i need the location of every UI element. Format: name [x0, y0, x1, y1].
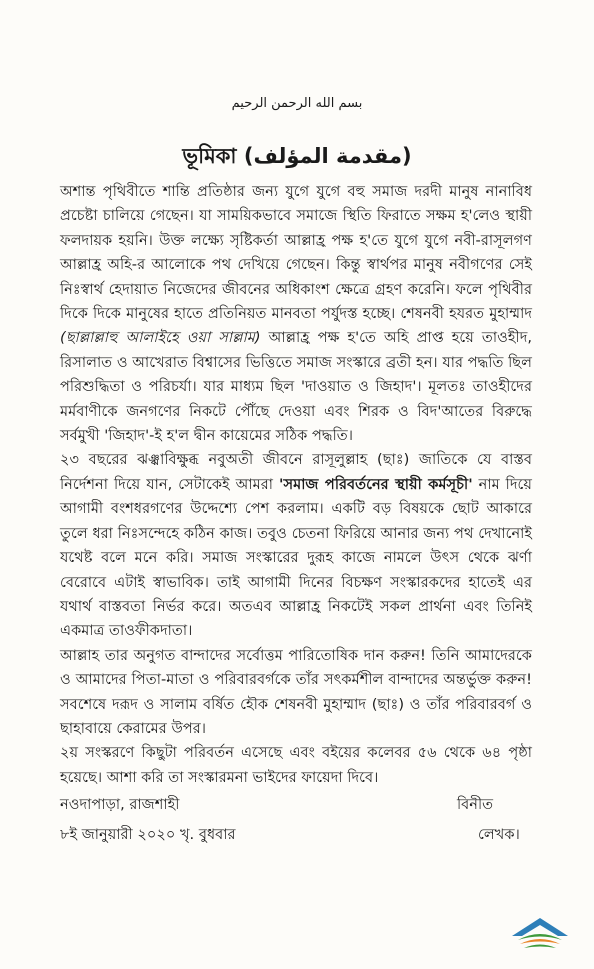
- paragraph-2-text: 'সমাজ পরিবর্তনের স্থায়ী কর্মসূচী': [278, 475, 473, 493]
- preface-body: [60, 180, 532, 790]
- paragraph-2: [60, 448, 532, 643]
- page-title: [0, 140, 594, 175]
- title-bangla: ভূমিকা: [182, 144, 237, 168]
- paragraph-1-text: (ছাল্লাল্লাহু আলাইহে ওয়া সাল্লাম): [60, 329, 261, 347]
- paragraph-4-text: ২য় সংস্করণে কিছুটা পরিবর্তন এসেছে এবং বইয়ের কলেবর ৫৬ থেকে ৬৪ পৃষ্ঠা হয়েছে। আশা করি তা সংস্কারমনা ভাইদের ফায়েদা দিবে।: [60, 744, 532, 786]
- signature-row-1: [60, 794, 532, 818]
- signature-row-2: [60, 824, 532, 848]
- bismillah-heading: بسم الله الرحمن الرحيم: [231, 96, 363, 111]
- title-arabic: (مقدمة المؤلف): [243, 144, 412, 168]
- signature-place: নওদাপাড়া, রাজশাহী: [60, 796, 180, 813]
- paragraph-1-text: আল্লাহ্র পক্ষ হ'তে অহি প্রাপ্ত হয়ে তাওহীদ, রিসালাত ও আখেরাত বিশ্বাসের ভিত্তিতে সমাজ সংস্কারে ব্রতী হন। যার পদ্ধতি ছিল পরিশুদ্ধিতা ও পরিচর্যা। যার মাধ্যম ছিল 'দাওয়াত ও জিহাদ'। মূলতঃ তাওহীদের মর্মবাণীকে জনগণের নিকটে পৌঁছে দেওয়া এবং শিরক ও বিদ'আতের বিরুদ্ধে সর্বমুখী 'জিহাদ'-ই হ'ল দ্বীন কায়েমের সঠিক পদ্ধতি।: [60, 329, 532, 445]
- paragraph-1: [60, 180, 532, 448]
- signature-humble: বিনীত: [457, 796, 494, 813]
- paragraph-3: [60, 644, 532, 742]
- paragraph-4: [60, 741, 532, 790]
- paragraph-2-text: নাম দিয়ে আগামী বংশধরগণের উদ্দেশ্যে পেশ করলাম। একটি বড় বিষয়কে ছোট আকারে তুলে ধরা নিঃসন্দেহে কঠিন কাজ। তবুও চেতনা ফিরিয়ে আনার জন্য পথ দেখানোই যথেষ্ট বলে মনে করি। সমাজ সংস্কারের দুরূহ কাজে নামলে উৎস থেকে ঝর্ণা বেরোবে এটাই স্বাভাবিক। তাই আগামী দিনের বিচক্ষণ সংস্কারকদের হাতেই এর যথার্থ বাস্তবতা নির্ভর করে। অতএব আল্লাহ্র নিকটেই সকল প্রার্থনা এবং তিনিই একমাত্র তাওফীকদাতা।: [60, 475, 532, 640]
- publisher-logo-icon: [508, 912, 572, 952]
- paragraph-2-text: ২৩ বছরের ঝঞ্ঝাবিক্ষুব্ধ নবুঅতী জীবনে রাসূলুল্লাহ (ছাঃ) জাতিকে যে বাস্তব নির্দেশনা দিয়ে যান, সেটাকেই আমরা: [60, 451, 532, 493]
- paragraph-3-text: আল্লাহ তার অনুগত বান্দাদের সর্বোত্তম পারিতোষিক দান করুন! তিনি আমাদেরকে ও আমাদের পিতা-মাতা ও পরিবারবর্গকে তাঁর সৎকর্মশীল বান্দাদের অন্তর্ভুক্ত করুন! সবশেষে দরূদ ও সালাম বর্ষিত হৌক শেষনবী মুহাম্মাদ (ছাঃ) ও তাঁর পরিবারবর্গ ও ছাহাবায়ে কেরামের উপর।: [60, 646, 532, 737]
- signature-date: ৮ই জানুয়ারী ২০২০ খৃ. বুধবার: [60, 826, 236, 843]
- paragraph-1-text: অশান্ত পৃথিবীতে শান্তি প্রতিষ্ঠার জন্য যুগে যুগে বহু সমাজ দরদী মানুষ নানাবিধ প্রচেষ্টা চালিয়ে গেছেন। যা সাময়িকভাবে সমাজে স্থিতি ফিরাতে সক্ষম হ'লেও স্থায়ী ফলদায়ক হয়নি। উক্ত লক্ষ্যে সৃষ্টিকর্তা আল্লাহ্র পক্ষ হ'তে যুগে যুগে নবী-রাসূলগণ আল্লাহ্র অহি-র আলোকে পথ দেখিয়ে গেছেন। কিন্তু স্বার্থপর মানুষ নবীগণের সেই নিঃস্বার্থ হেদায়াত নিজেদের জীবনের অধিকাংশ ক্ষেত্রে গ্রহণ করেনি। ফলে পৃথিবীর দিকে দিকে মানুষের হাতে প্রতিনিয়ত মানবতা পর্যুদস্ত হচ্ছে। শেষনবী হযরত মুহাম্মাদ: [60, 183, 532, 323]
- signature-author: লেখক।: [478, 826, 520, 843]
